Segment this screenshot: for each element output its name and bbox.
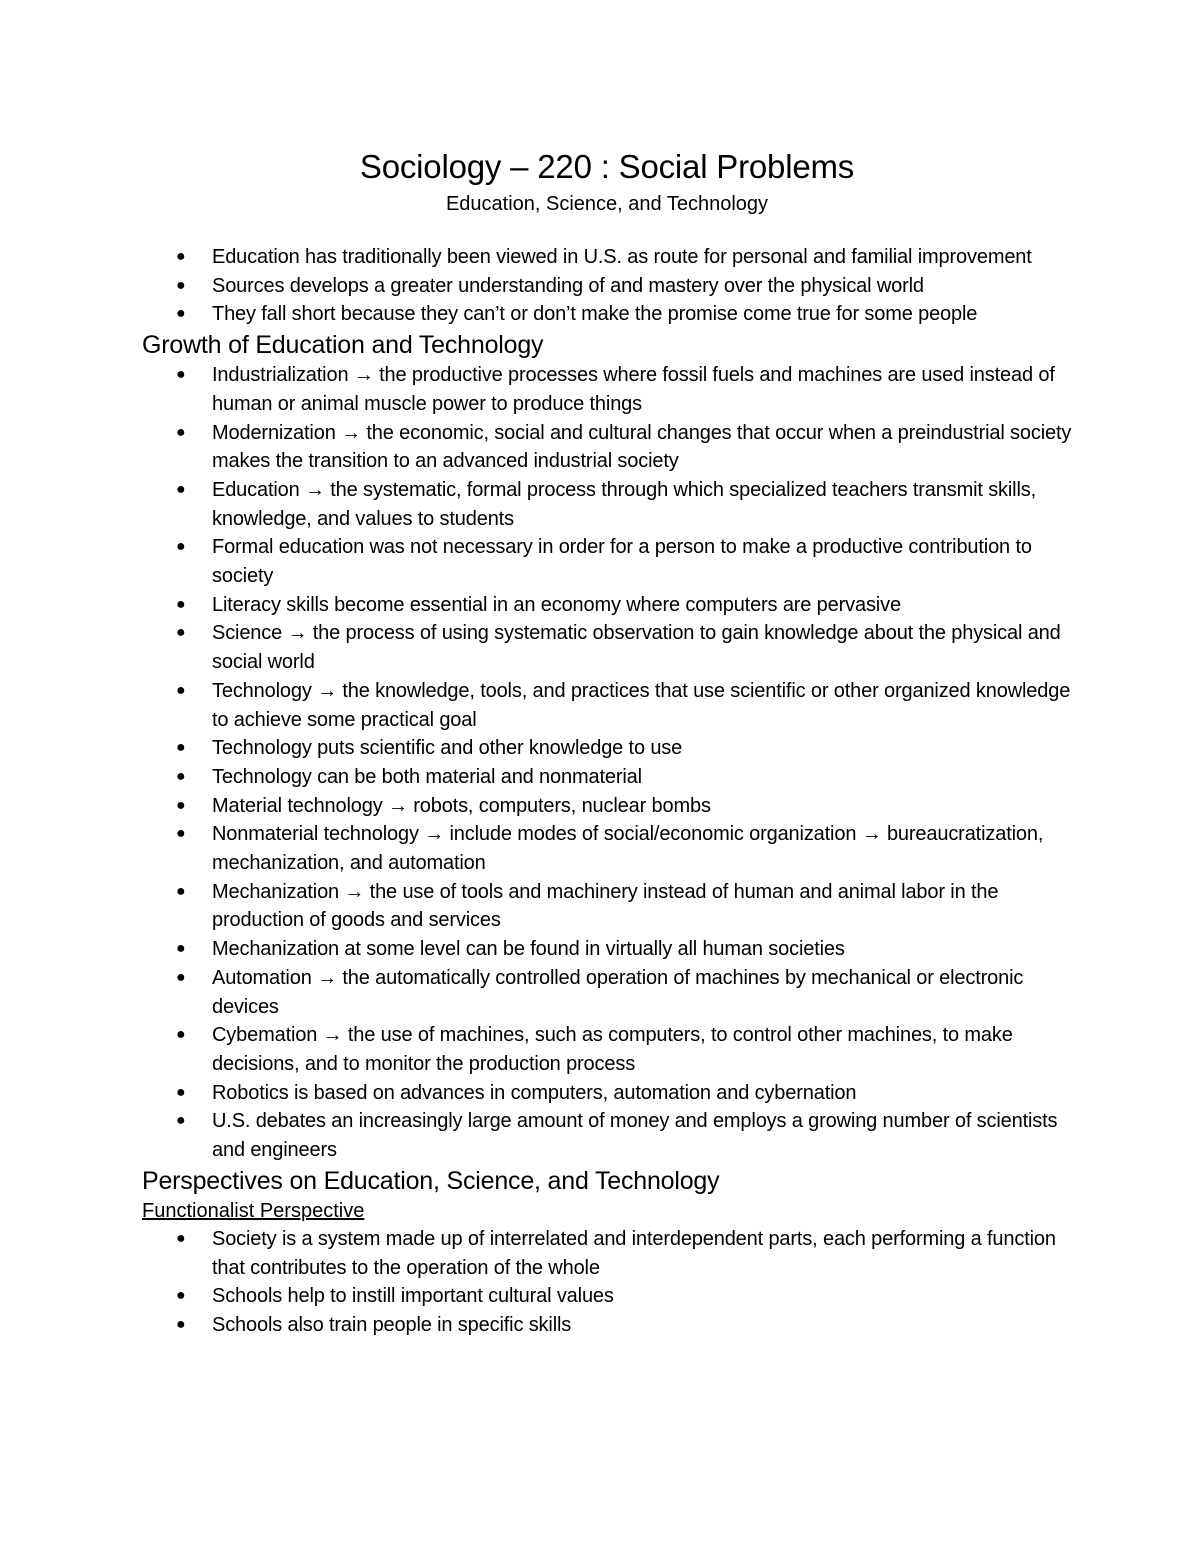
list-item: ● Technology can be both material and nonmaterial <box>142 763 1072 792</box>
subheading-functionalist: Functionalist Perspective <box>142 1199 365 1222</box>
bullet-icon: ● <box>176 624 186 642</box>
list-item: ● Sources develops a greater understanding of and mastery over the physical world <box>142 272 1072 301</box>
bullet-icon: ● <box>176 480 186 498</box>
list-item: ● Material technology → robots, computers, nuclear bombs <box>142 792 1072 821</box>
bullet-icon: ● <box>176 1287 186 1305</box>
list-item: ● Formal education was not necessary in order for a person to make a productive contribution to society <box>142 533 1072 590</box>
list-item: ● Mechanization at some level can be found in virtually all human societies <box>142 935 1072 964</box>
bullet-icon: ● <box>176 767 186 785</box>
page-subtitle: Education, Science, and Technology <box>445 193 769 215</box>
list-item: ● Science → the process of using systematic observation to gain knowledge about the physical and social world <box>142 619 1072 676</box>
bullet-icon: ● <box>176 739 186 757</box>
bullet-icon: ● <box>176 882 186 900</box>
bullet-icon: ● <box>176 1229 186 1247</box>
list-item: ● Literacy skills become essential in an economy where computers are pervasive <box>142 591 1072 620</box>
list-item: ● Technology → the knowledge, tools, and practices that use scientific or other organized knowledge to achieve some practical goal <box>142 677 1072 734</box>
bullet-icon: ● <box>176 1112 186 1130</box>
bullet-icon: ● <box>176 825 186 843</box>
bullet-icon: ● <box>176 276 186 294</box>
list-item: ● Education has traditionally been viewed in U.S. as route for personal and familial improvement <box>142 243 1072 272</box>
bullet-icon: ● <box>176 968 186 986</box>
bullet-icon: ● <box>176 305 186 323</box>
bullet-icon: ● <box>176 595 186 613</box>
section-heading-perspectives: Perspectives on Education, Science, and Technology <box>142 1166 720 1195</box>
list-item: ● Nonmaterial technology → include modes of social/economic organization → bureaucratization, mechanization, and automation <box>142 820 1072 877</box>
document-body <box>142 146 1072 1340</box>
bullet-icon: ● <box>176 796 186 814</box>
list-item: ● Schools help to instill important cultural values <box>142 1282 1072 1311</box>
bullet-icon: ● <box>176 1083 186 1101</box>
bullet-icon: ● <box>176 248 186 265</box>
intro-bullet-list <box>142 243 1072 329</box>
list-item: ● Industrialization → the productive processes where fossil fuels and machines are used instead of human or animal muscle power to produce things <box>142 361 1072 418</box>
bullet-icon: ● <box>176 940 186 958</box>
bullet-icon: ● <box>176 538 186 556</box>
list-item: ● Technology puts scientific and other knowledge to use <box>142 734 1072 763</box>
list-item: ● U.S. debates an increasingly large amount of money and employs a growing number of scientists and engineers <box>142 1107 1072 1164</box>
bullet-icon: ● <box>176 366 186 384</box>
list-item: ● Automation → the automatically controlled operation of machines by mechanical or electronic devices <box>142 964 1072 1021</box>
list-item: ● Society is a system made up of interrelated and interdependent parts, each performing a function that contributes to the operation of the whole <box>142 1225 1072 1282</box>
bullet-icon: ● <box>176 1026 186 1044</box>
list-item: ● Robotics is based on advances in computers, automation and cybernation <box>142 1079 1072 1108</box>
bullet-icon: ● <box>176 1315 186 1333</box>
page-title: Sociology – 220 : Social Problems <box>359 148 855 185</box>
bullet-icon: ● <box>176 681 186 699</box>
list-item: ● Education → the systematic, formal process through which specialized teachers transmit skills, knowledge, and values to students <box>142 476 1072 533</box>
list-item: ● Schools also train people in specific skills <box>142 1311 1072 1340</box>
functionalist-bullet-list <box>142 1225 1072 1340</box>
bullet-icon: ● <box>176 423 186 441</box>
list-item: ● Mechanization → the use of tools and machinery instead of human and animal labor in the production of goods and services <box>142 878 1072 935</box>
growth-bullet-list <box>142 361 1072 1165</box>
list-item: ● Modernization → the economic, social and cultural changes that occur when a preindustrial society makes the transition to an advanced industrial society <box>142 419 1072 476</box>
section-heading-growth: Growth of Education and Technology <box>142 331 544 360</box>
list-item: ● Cybemation → the use of machines, such as computers, to control other machines, to make decisions, and to monitor the production process <box>142 1021 1072 1078</box>
list-item: ● They fall short because they can’t or don’t make the promise come true for some people <box>142 300 1072 329</box>
